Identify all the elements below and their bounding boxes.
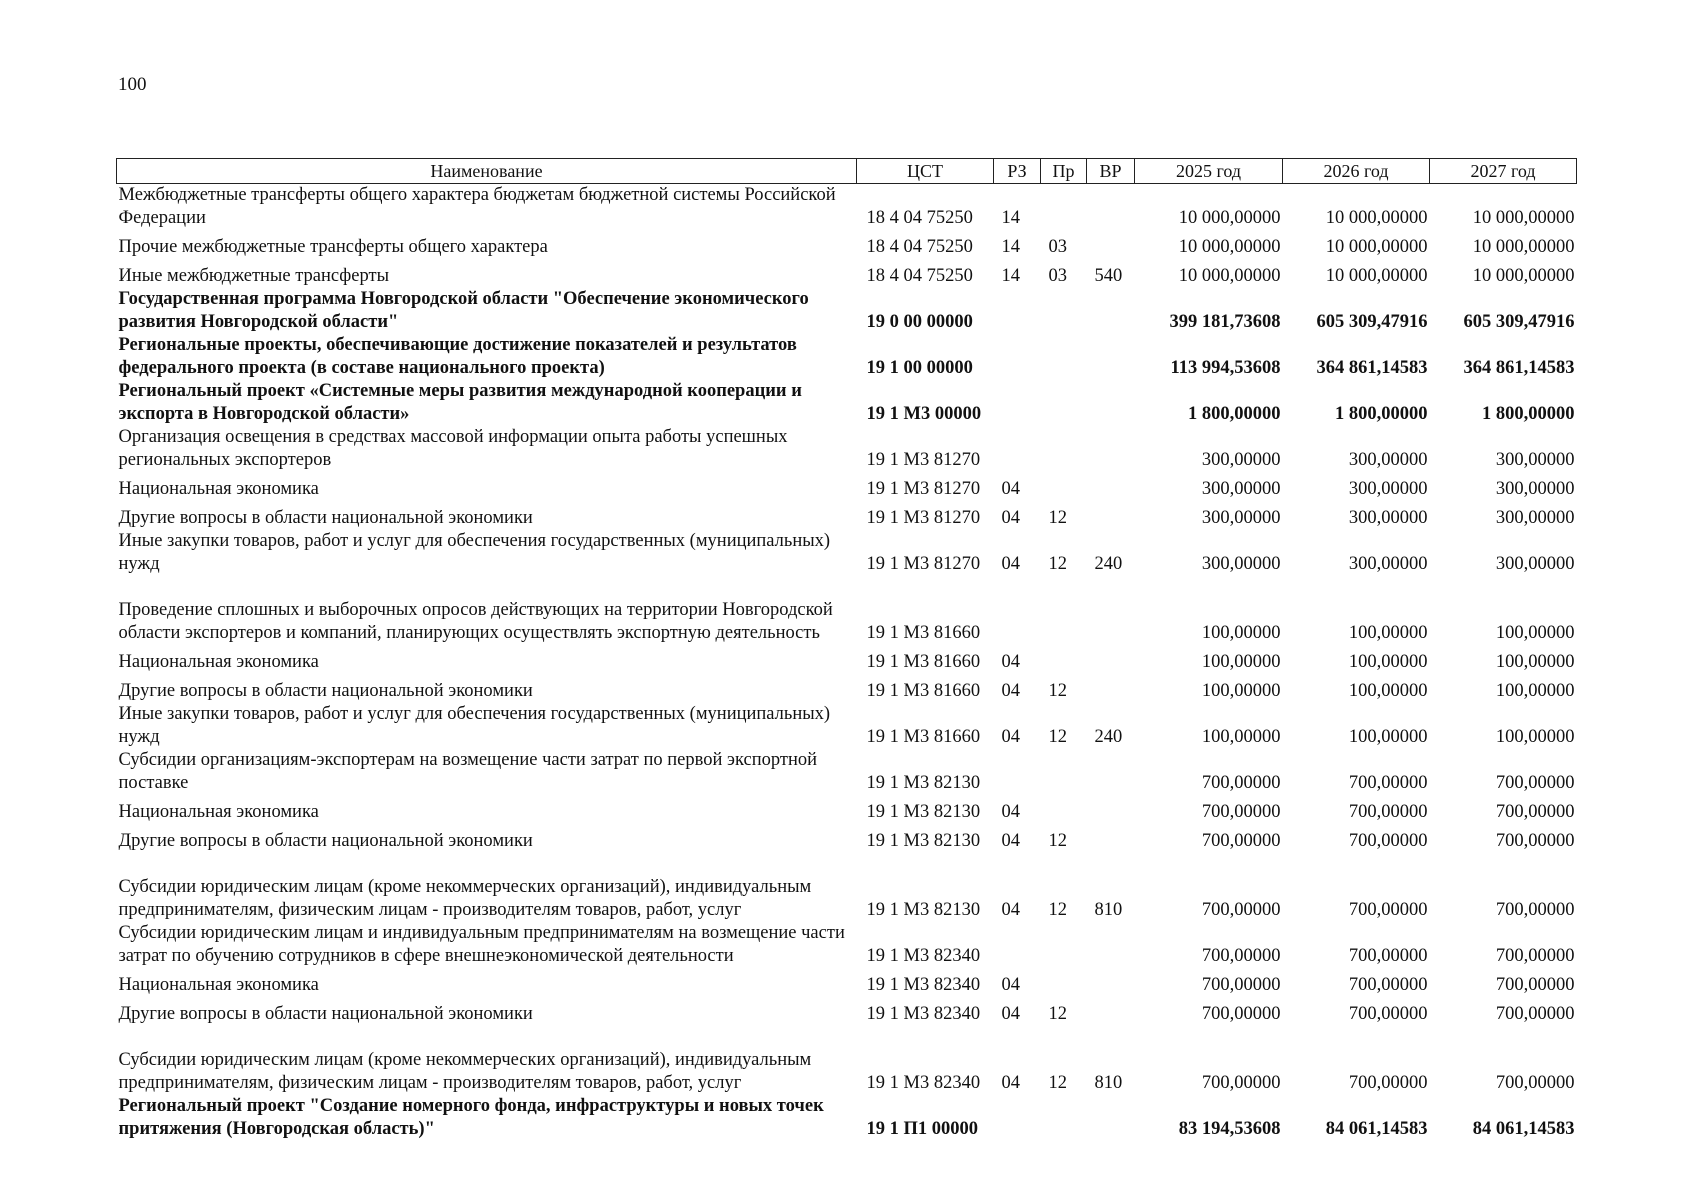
row-rz: 04 bbox=[1001, 479, 1020, 499]
table-body bbox=[117, 184, 1577, 1142]
row-rz bbox=[994, 288, 1041, 334]
table-row bbox=[117, 426, 1577, 472]
row-2026: 300,00000 bbox=[1348, 450, 1428, 470]
table-header-row bbox=[117, 159, 1577, 184]
row-vr bbox=[1087, 1095, 1135, 1141]
row-name: Другие вопросы в области национальной экономики bbox=[118, 1004, 533, 1024]
row-rz bbox=[994, 749, 1041, 795]
row-2027: 700,00000 bbox=[1495, 975, 1575, 995]
table-row bbox=[117, 824, 1577, 853]
row-rz: 04 bbox=[1001, 975, 1020, 995]
row-2027: 700,00000 bbox=[1495, 946, 1575, 966]
row-2026: 300,00000 bbox=[1348, 554, 1428, 574]
row-vr bbox=[1087, 968, 1135, 997]
row-name: Иные закупки товаров, работ и услуг для обеспечения государственных (муниципальных) нужд bbox=[118, 531, 831, 574]
row-2027: 364 861,14583 bbox=[1463, 358, 1575, 378]
row-2026: 700,00000 bbox=[1348, 900, 1428, 920]
row-2025: 700,00000 bbox=[1201, 1004, 1281, 1024]
row-2026: 10 000,00000 bbox=[1325, 237, 1428, 257]
header-pr: Пр bbox=[1041, 159, 1087, 184]
row-2026: 700,00000 bbox=[1348, 946, 1428, 966]
header-vr: ВР bbox=[1087, 159, 1135, 184]
row-cst: 19 1 М3 82340 bbox=[866, 1004, 981, 1024]
row-name: Иные межбюджетные трансферты bbox=[118, 266, 390, 286]
row-2025: 10 000,00000 bbox=[1178, 266, 1281, 286]
row-rz bbox=[994, 380, 1041, 426]
row-cst: 19 1 М3 81270 bbox=[866, 479, 981, 499]
row-cst: 19 1 М3 81270 bbox=[866, 450, 981, 470]
row-pr bbox=[1041, 472, 1087, 501]
table-row bbox=[117, 380, 1577, 426]
row-cst: 19 1 М3 82340 bbox=[866, 946, 981, 966]
row-pr bbox=[1041, 380, 1087, 426]
table-row bbox=[117, 968, 1577, 997]
row-rz: 04 bbox=[1001, 508, 1020, 528]
row-2027: 84 061,14583 bbox=[1472, 1119, 1575, 1139]
row-pr: 03 bbox=[1048, 266, 1067, 286]
table-row bbox=[117, 1095, 1577, 1141]
row-2025: 300,00000 bbox=[1201, 554, 1281, 574]
row-name: Государственная программа Новгородской области "Обеспечение экономического развития Новгородской области" bbox=[118, 289, 809, 332]
row-2027: 605 309,47916 bbox=[1463, 312, 1575, 332]
row-name: Другие вопросы в области национальной экономики bbox=[118, 681, 533, 701]
row-pr bbox=[1041, 288, 1087, 334]
row-name: Региональные проекты, обеспечивающие достижение показателей и результатов федерального проекта (в составе национального проекта) bbox=[118, 335, 797, 378]
row-pr bbox=[1041, 922, 1087, 968]
row-vr bbox=[1087, 380, 1135, 426]
row-name: Межбюджетные трансферты общего характера бюджетам бюджетной системы Российской Федерации bbox=[118, 185, 836, 228]
header-2025: 2025 год bbox=[1135, 159, 1283, 184]
row-2027: 100,00000 bbox=[1495, 652, 1575, 672]
table-row bbox=[117, 472, 1577, 501]
table-row bbox=[117, 1026, 1577, 1095]
row-pr bbox=[1041, 645, 1087, 674]
row-2026: 10 000,00000 bbox=[1325, 266, 1428, 286]
row-cst: 19 1 М3 81660 bbox=[866, 652, 981, 672]
row-name: Национальная экономика bbox=[118, 975, 319, 995]
row-2027: 300,00000 bbox=[1495, 554, 1575, 574]
row-cst: 19 1 М3 81660 bbox=[866, 623, 981, 643]
row-2027: 1 800,00000 bbox=[1482, 404, 1575, 424]
row-pr: 12 bbox=[1048, 831, 1067, 851]
row-vr bbox=[1087, 645, 1135, 674]
row-cst: 19 0 00 00000 bbox=[866, 312, 973, 332]
row-2027: 300,00000 bbox=[1495, 450, 1575, 470]
row-rz: 04 bbox=[1001, 831, 1020, 851]
table-row bbox=[117, 576, 1577, 645]
row-vr bbox=[1087, 674, 1135, 703]
row-2027: 700,00000 bbox=[1495, 1073, 1575, 1093]
table-row bbox=[117, 853, 1577, 922]
row-vr bbox=[1087, 749, 1135, 795]
row-pr: 12 bbox=[1048, 727, 1067, 747]
header-2026: 2026 год bbox=[1283, 159, 1430, 184]
row-vr bbox=[1087, 824, 1135, 853]
row-2027: 10 000,00000 bbox=[1472, 266, 1575, 286]
row-cst: 19 1 М3 81660 bbox=[866, 727, 981, 747]
row-vr: 240 bbox=[1094, 554, 1123, 574]
row-name: Другие вопросы в области национальной экономики bbox=[118, 508, 533, 528]
row-rz: 14 bbox=[1001, 208, 1020, 228]
table-row bbox=[117, 259, 1577, 288]
row-vr bbox=[1087, 426, 1135, 472]
row-2026: 700,00000 bbox=[1348, 831, 1428, 851]
row-cst: 18 4 04 75250 bbox=[866, 208, 973, 228]
row-rz: 04 bbox=[1001, 681, 1020, 701]
row-vr bbox=[1087, 472, 1135, 501]
table-row bbox=[117, 997, 1577, 1026]
row-2027: 300,00000 bbox=[1495, 479, 1575, 499]
row-2025: 100,00000 bbox=[1201, 727, 1281, 747]
row-rz: 04 bbox=[1001, 802, 1020, 822]
row-2026: 300,00000 bbox=[1348, 508, 1428, 528]
table-row bbox=[117, 795, 1577, 824]
row-cst: 19 1 П1 00000 bbox=[866, 1119, 979, 1139]
row-cst: 19 1 М3 81270 bbox=[866, 554, 981, 574]
row-2026: 364 861,14583 bbox=[1316, 358, 1428, 378]
row-pr bbox=[1041, 334, 1087, 380]
row-2027: 300,00000 bbox=[1495, 508, 1575, 528]
row-rz bbox=[994, 426, 1041, 472]
row-name: Субсидии юридическим лицам и индивидуальным предпринимателям на возмещение части затрат по обучению сотрудников в сфере внешнеэкономической деятельности bbox=[118, 923, 845, 966]
row-cst: 19 1 00 00000 bbox=[866, 358, 973, 378]
table-row bbox=[117, 288, 1577, 334]
row-2025: 700,00000 bbox=[1201, 831, 1281, 851]
row-2025: 700,00000 bbox=[1201, 802, 1281, 822]
row-vr bbox=[1087, 922, 1135, 968]
row-vr bbox=[1087, 576, 1135, 645]
row-2025: 10 000,00000 bbox=[1178, 208, 1281, 228]
row-2025: 100,00000 bbox=[1201, 681, 1281, 701]
table-row bbox=[117, 749, 1577, 795]
table-row bbox=[117, 230, 1577, 259]
row-2026: 300,00000 bbox=[1348, 479, 1428, 499]
row-rz: 14 bbox=[1001, 266, 1020, 286]
row-cst: 18 4 04 75250 bbox=[866, 266, 973, 286]
row-2027: 700,00000 bbox=[1495, 900, 1575, 920]
header-2027: 2027 год bbox=[1430, 159, 1577, 184]
row-name: Субсидии юридическим лицам (кроме некоммерческих организаций), индивидуальным предпринимателям, физическим лицам - производителям товаров, работ, услуг bbox=[118, 1050, 812, 1093]
row-rz: 14 bbox=[1001, 237, 1020, 257]
row-2026: 100,00000 bbox=[1348, 681, 1428, 701]
row-rz: 04 bbox=[1001, 554, 1020, 574]
row-rz: 04 bbox=[1001, 900, 1020, 920]
row-2027: 700,00000 bbox=[1495, 1004, 1575, 1024]
row-2027: 10 000,00000 bbox=[1472, 208, 1575, 228]
row-name: Региональный проект "Создание номерного фонда, инфраструктуры и новых точек притяжения (Новгородская область)" bbox=[118, 1096, 824, 1139]
row-rz: 04 bbox=[1001, 727, 1020, 747]
row-vr bbox=[1087, 230, 1135, 259]
row-2026: 100,00000 bbox=[1348, 727, 1428, 747]
row-2025: 100,00000 bbox=[1201, 623, 1281, 643]
table-row bbox=[117, 501, 1577, 530]
row-vr: 240 bbox=[1094, 727, 1123, 747]
row-pr bbox=[1041, 749, 1087, 795]
row-2025: 100,00000 bbox=[1201, 652, 1281, 672]
row-vr bbox=[1087, 184, 1135, 231]
row-2025: 10 000,00000 bbox=[1178, 237, 1281, 257]
row-name: Национальная экономика bbox=[118, 479, 319, 499]
row-2026: 700,00000 bbox=[1348, 802, 1428, 822]
row-2027: 100,00000 bbox=[1495, 623, 1575, 643]
row-vr bbox=[1087, 997, 1135, 1026]
row-rz bbox=[994, 576, 1041, 645]
header-name: Наименование bbox=[117, 159, 857, 184]
row-2027: 100,00000 bbox=[1495, 681, 1575, 701]
row-cst: 19 1 М3 82340 bbox=[866, 975, 981, 995]
row-name: Национальная экономика bbox=[118, 802, 319, 822]
row-2026: 1 800,00000 bbox=[1335, 404, 1428, 424]
row-pr bbox=[1041, 968, 1087, 997]
row-2025: 399 181,73608 bbox=[1169, 312, 1281, 332]
row-vr bbox=[1087, 795, 1135, 824]
row-rz: 04 bbox=[1001, 652, 1020, 672]
row-cst: 19 1 М3 82130 bbox=[866, 900, 981, 920]
row-2025: 700,00000 bbox=[1201, 946, 1281, 966]
row-name: Иные закупки товаров, работ и услуг для обеспечения государственных (муниципальных) нужд bbox=[118, 704, 831, 747]
row-2025: 700,00000 bbox=[1201, 900, 1281, 920]
row-2025: 700,00000 bbox=[1201, 1073, 1281, 1093]
row-2025: 700,00000 bbox=[1201, 975, 1281, 995]
row-2026: 700,00000 bbox=[1348, 975, 1428, 995]
row-cst: 19 1 М3 00000 bbox=[866, 404, 982, 424]
table-row bbox=[117, 674, 1577, 703]
row-2026: 605 309,47916 bbox=[1316, 312, 1428, 332]
row-cst: 18 4 04 75250 bbox=[866, 237, 973, 257]
row-pr: 12 bbox=[1048, 1073, 1067, 1093]
row-vr bbox=[1087, 288, 1135, 334]
row-name: Национальная экономика bbox=[118, 652, 319, 672]
row-pr bbox=[1041, 426, 1087, 472]
row-2027: 700,00000 bbox=[1495, 773, 1575, 793]
row-2026: 700,00000 bbox=[1348, 773, 1428, 793]
table-row bbox=[117, 922, 1577, 968]
row-2027: 700,00000 bbox=[1495, 802, 1575, 822]
row-vr bbox=[1087, 334, 1135, 380]
row-vr bbox=[1087, 501, 1135, 530]
budget-table bbox=[116, 158, 1577, 1141]
row-name: Другие вопросы в области национальной экономики bbox=[118, 831, 533, 851]
row-pr: 12 bbox=[1048, 900, 1067, 920]
header-rz: РЗ bbox=[994, 159, 1041, 184]
table-row bbox=[117, 334, 1577, 380]
row-cst: 19 1 М3 81270 bbox=[866, 508, 981, 528]
row-rz bbox=[994, 922, 1041, 968]
row-vr: 810 bbox=[1094, 900, 1123, 920]
row-2026: 100,00000 bbox=[1348, 652, 1428, 672]
row-pr: 12 bbox=[1048, 508, 1067, 528]
table-row bbox=[117, 184, 1577, 231]
row-2025: 83 194,53608 bbox=[1178, 1119, 1281, 1139]
row-vr: 810 bbox=[1094, 1073, 1123, 1093]
row-2025: 700,00000 bbox=[1201, 773, 1281, 793]
row-pr bbox=[1041, 184, 1087, 231]
row-2027: 10 000,00000 bbox=[1472, 237, 1575, 257]
row-2026: 700,00000 bbox=[1348, 1004, 1428, 1024]
row-pr: 12 bbox=[1048, 554, 1067, 574]
row-2026: 84 061,14583 bbox=[1325, 1119, 1428, 1139]
row-cst: 19 1 М3 82130 bbox=[866, 773, 981, 793]
table-row bbox=[117, 703, 1577, 749]
row-cst: 19 1 М3 82130 bbox=[866, 802, 981, 822]
row-name: Организация освещения в средствах массовой информации опыта работы успешных региональных экспортеров bbox=[118, 427, 788, 470]
row-2027: 100,00000 bbox=[1495, 727, 1575, 747]
header-cst: ЦСТ bbox=[857, 159, 994, 184]
row-2026: 100,00000 bbox=[1348, 623, 1428, 643]
row-name: Субсидии юридическим лицам (кроме некоммерческих организаций), индивидуальным предпринимателям, физическим лицам - производителям товаров, работ, услуг bbox=[118, 877, 812, 920]
table-row bbox=[117, 645, 1577, 674]
row-2025: 113 994,53608 bbox=[1170, 358, 1281, 378]
row-pr bbox=[1041, 795, 1087, 824]
row-cst: 19 1 М3 81660 bbox=[866, 681, 981, 701]
table-row bbox=[117, 530, 1577, 576]
row-vr: 540 bbox=[1094, 266, 1123, 286]
row-pr: 03 bbox=[1048, 237, 1067, 257]
row-pr bbox=[1041, 576, 1087, 645]
row-2025: 300,00000 bbox=[1201, 508, 1281, 528]
row-rz bbox=[994, 334, 1041, 380]
row-rz: 04 bbox=[1001, 1004, 1020, 1024]
row-2025: 1 800,00000 bbox=[1188, 404, 1281, 424]
row-rz: 04 bbox=[1001, 1073, 1020, 1093]
row-cst: 19 1 М3 82130 bbox=[866, 831, 981, 851]
row-pr: 12 bbox=[1048, 1004, 1067, 1024]
row-rz bbox=[994, 1095, 1041, 1141]
row-2026: 10 000,00000 bbox=[1325, 208, 1428, 228]
row-2025: 300,00000 bbox=[1201, 479, 1281, 499]
row-pr bbox=[1041, 1095, 1087, 1141]
row-cst: 19 1 М3 82340 bbox=[866, 1073, 981, 1093]
row-name: Прочие межбюджетные трансферты общего характера bbox=[118, 237, 548, 257]
row-2026: 700,00000 bbox=[1348, 1073, 1428, 1093]
page-number: 100 bbox=[118, 74, 147, 95]
row-2027: 700,00000 bbox=[1495, 831, 1575, 851]
row-name: Региональный проект «Системные меры развития международной кооперации и экспорта в Новгородской области» bbox=[118, 381, 802, 424]
row-pr: 12 bbox=[1048, 681, 1067, 701]
row-2025: 300,00000 bbox=[1201, 450, 1281, 470]
row-name: Проведение сплошных и выборочных опросов действующих на территории Новгородской области экспортеров и компаний, планирующих осуществлять экспортную деятельность bbox=[118, 600, 833, 643]
row-name: Субсидии организациям-экспортерам на возмещение части затрат по первой экспортной поставке bbox=[118, 750, 817, 793]
